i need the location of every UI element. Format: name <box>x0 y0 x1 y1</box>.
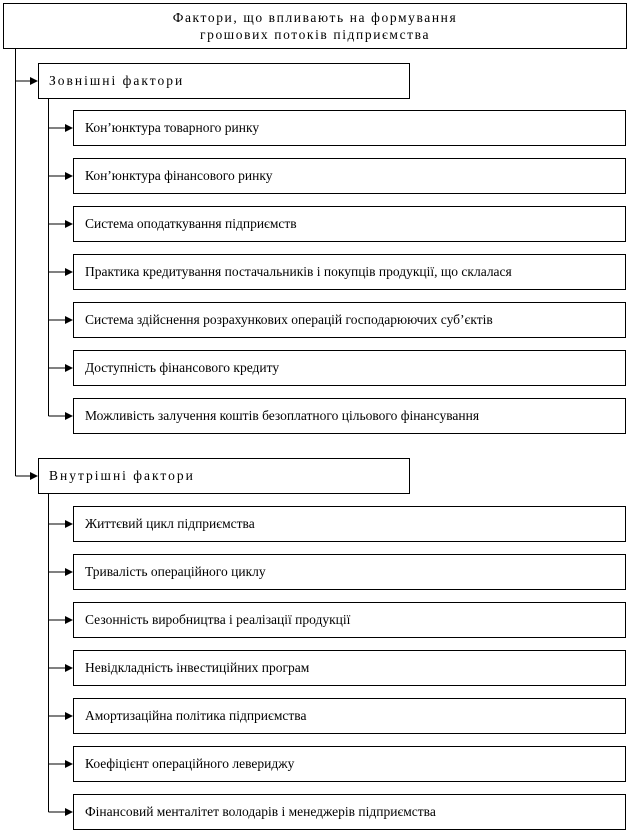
factor-label: Невідкладність інвестиційних програм <box>85 660 310 675</box>
factor-box <box>73 506 626 542</box>
factor-box <box>73 158 626 194</box>
factor-label: Кон’юнктура фінансового ринку <box>85 168 273 183</box>
factor-label: Фінансовий менталітет володарів і менеджерів підприємства <box>85 804 436 819</box>
factor-label: Система оподаткування підприємств <box>85 216 297 231</box>
factor-box <box>73 110 626 146</box>
factor-box <box>73 602 626 638</box>
factor-box <box>73 794 626 830</box>
diagram-title-line-2: грошових потоків підприємства <box>199 27 431 42</box>
factor-label: Коефіцієнт операційного левериджу <box>85 756 295 771</box>
factor-label: Практика кредитування постачальників і покупців продукції, що склалася <box>85 264 512 279</box>
factor-box <box>73 650 626 686</box>
factor-label: Система здійснення розрахункових операцій господарюючих суб’єктів <box>85 312 493 327</box>
factor-box <box>73 206 626 242</box>
factor-label: Кон’юнктура товарного ринку <box>85 120 260 135</box>
factor-label: Сезонність виробництва і реалізації продукції <box>85 612 351 627</box>
factor-label: Доступність фінансового кредиту <box>85 360 280 375</box>
group-label-external-factors: Зовнішні фактори <box>49 73 185 88</box>
factor-box <box>73 746 626 782</box>
factor-label: Тривалість операційного циклу <box>85 564 266 579</box>
diagram-title-line-1: Фактори, що впливають на формування <box>172 10 458 25</box>
factor-box <box>73 350 626 386</box>
group-label-internal-factors: Внутрішні фактори <box>49 468 195 483</box>
factor-box <box>73 398 626 434</box>
factor-box <box>73 254 626 290</box>
group-box-external-factors <box>38 63 410 99</box>
factor-label: Можливість залучення коштів безоплатного цільового фінансування <box>85 408 480 423</box>
group-box-internal-factors <box>38 458 410 494</box>
factor-label: Життєвий цикл підприємства <box>85 516 255 531</box>
factor-box <box>73 554 626 590</box>
factor-label: Амортизаційна політика підприємства <box>85 708 307 723</box>
factor-box <box>73 698 626 734</box>
factor-box <box>73 302 626 338</box>
